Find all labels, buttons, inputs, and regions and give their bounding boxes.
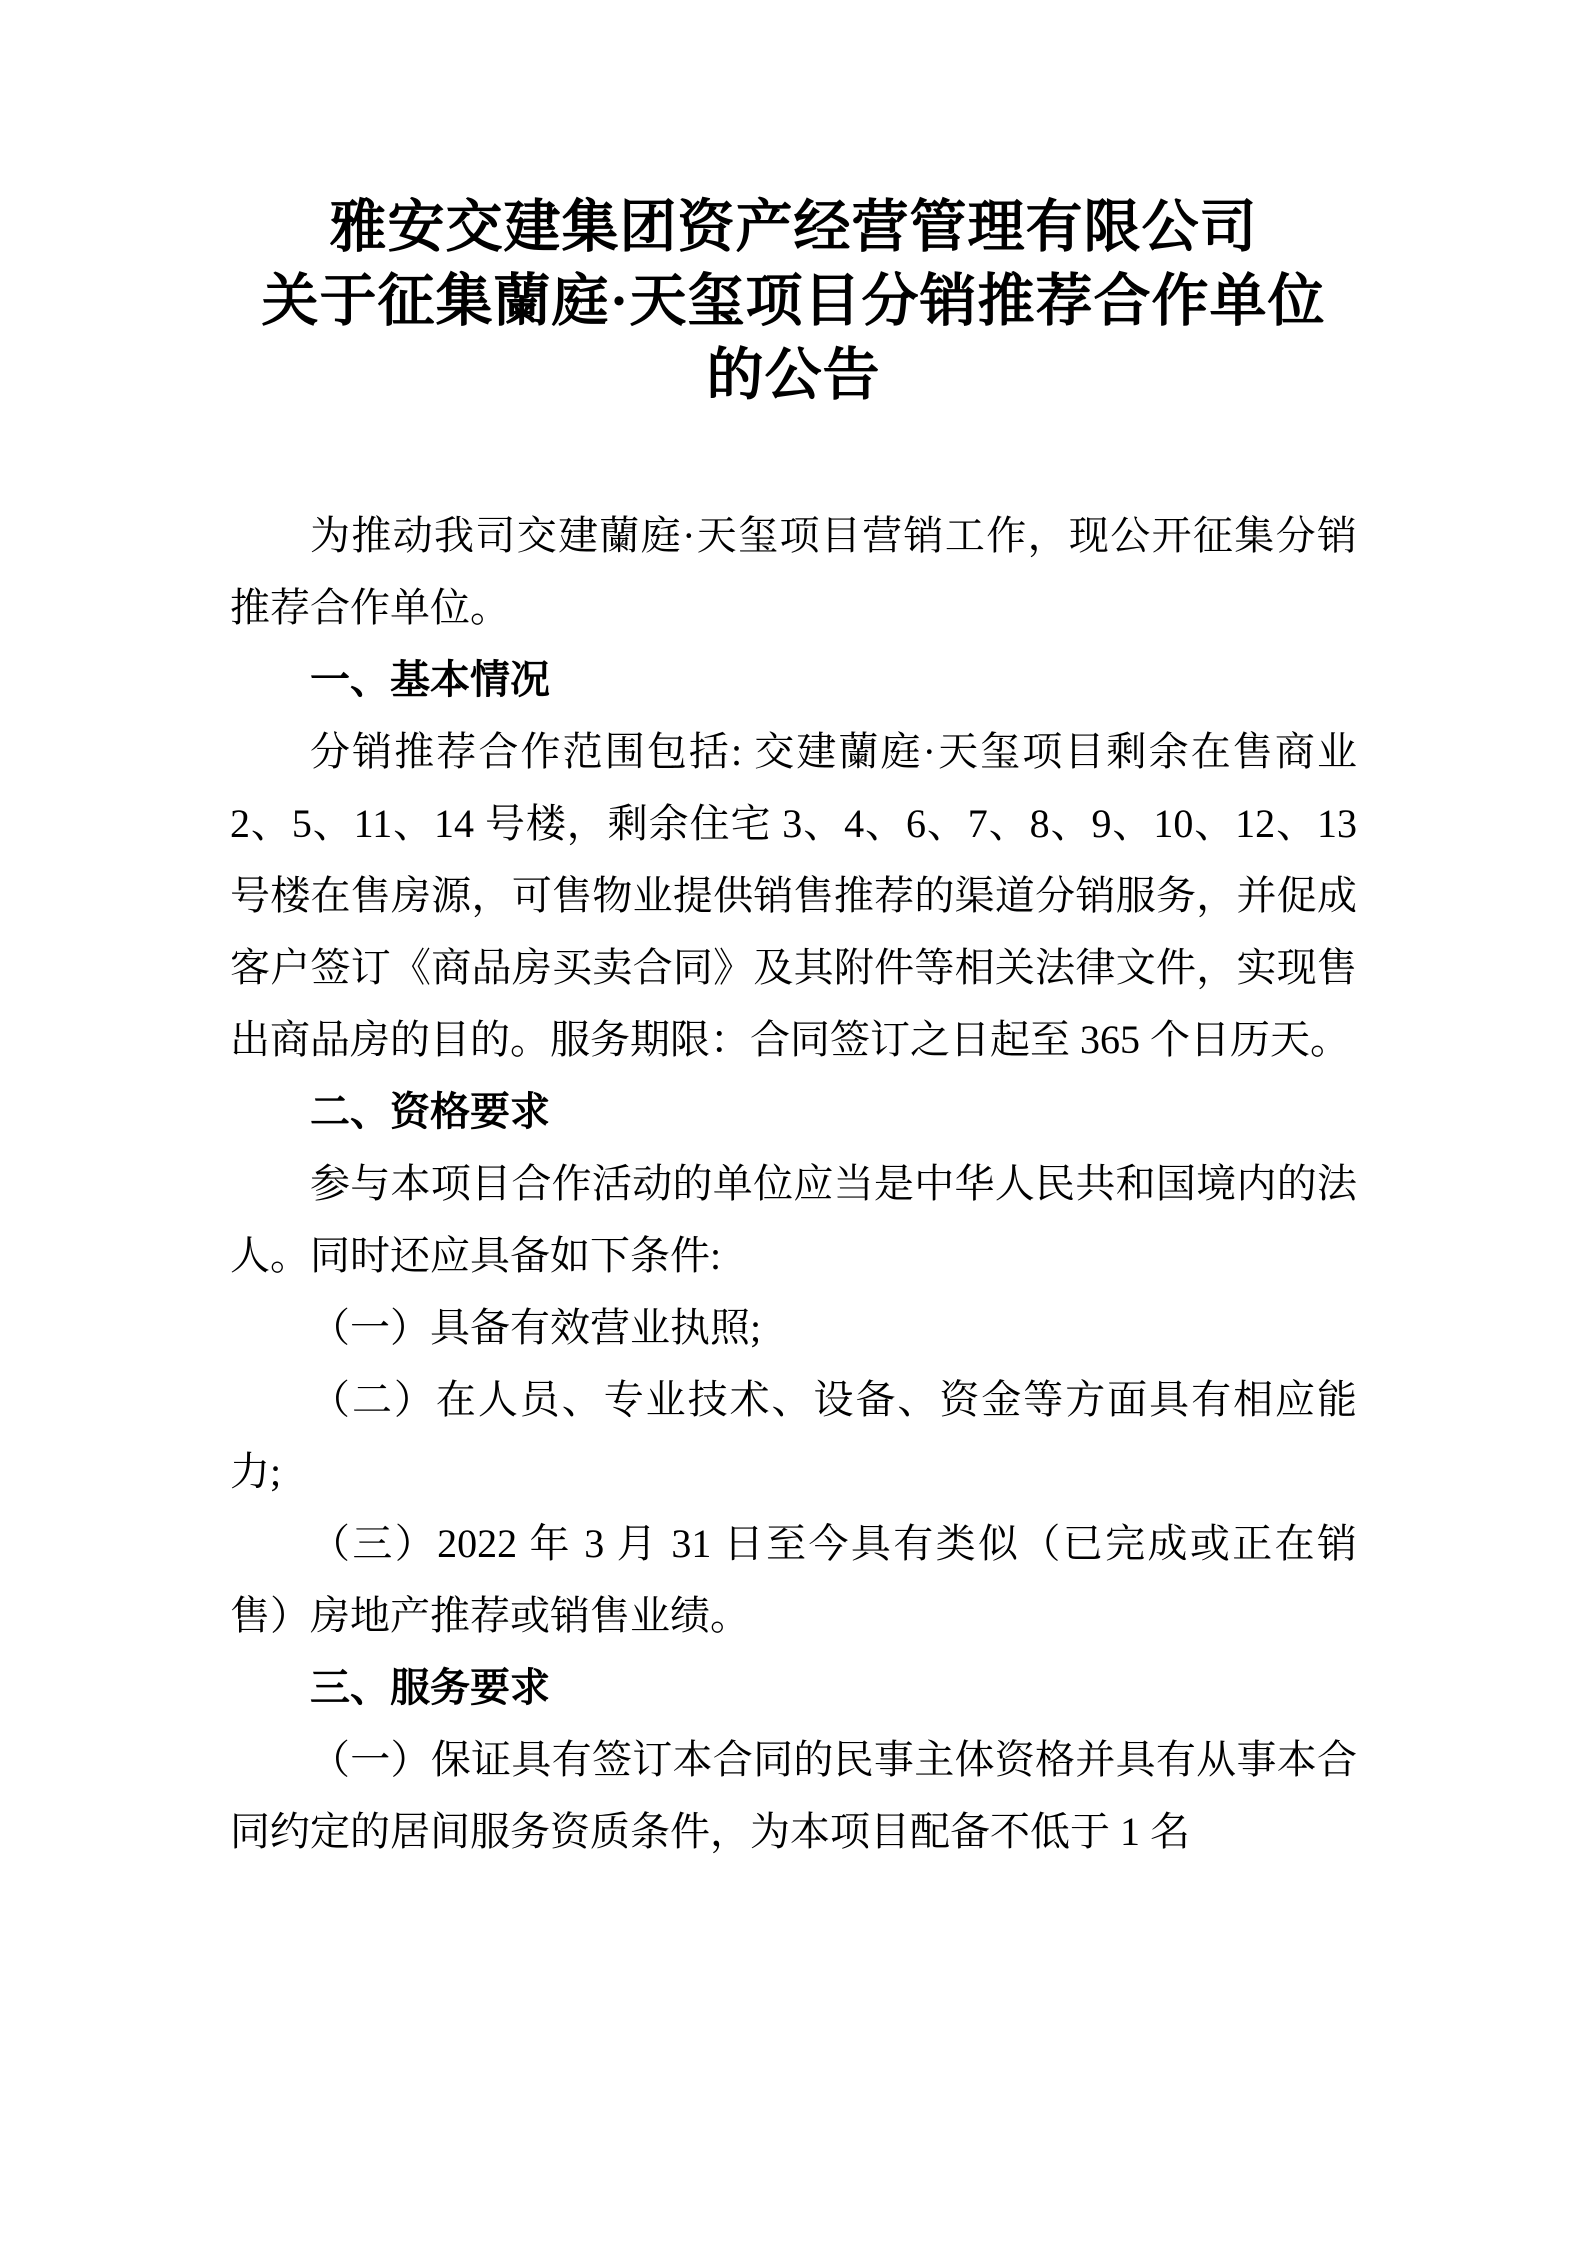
heading-basic-info: 一、基本情况 bbox=[310, 658, 550, 702]
title-line-3: 的公告 bbox=[706, 344, 881, 407]
document-title bbox=[230, 191, 1357, 413]
paragraph-condition-2: （二）在人员、专业技术、设备、资金等方面具有相应能力; bbox=[230, 1377, 1357, 1494]
paragraph-service-1: （一）保证具有签订本合同的民事主体资格并具有从事本合同约定的居间服务资质条件，为本项目配备不低于 1 名 bbox=[230, 1737, 1357, 1854]
heading-qualification-requirements: 二、资格要求 bbox=[310, 1090, 550, 1134]
title-line-2: 关于征集蘭庭·天玺项目分销推荐合作单位 bbox=[261, 270, 1326, 333]
paragraph-condition-3: （三）2022 年 3 月 31 日至今具有类似（已完成或正在销售）房地产推荐或销售业绩。 bbox=[230, 1521, 1357, 1638]
document-body bbox=[230, 500, 1357, 1868]
paragraph-qualification-intro: 参与本项目合作活动的单位应当是中华人民共和国境内的法人。同时还应具备如下条件: bbox=[230, 1161, 1357, 1278]
title-line-1: 雅安交建集团资产经营管理有限公司 bbox=[329, 196, 1258, 259]
heading-service-requirements: 三、服务要求 bbox=[310, 1666, 550, 1710]
paragraph-condition-1: （一）具备有效营业执照; bbox=[310, 1305, 762, 1350]
paragraph-cooperation-scope: 分销推荐合作范围包括: 交建蘭庭·天玺项目剩余在售商业 2、5、11、14 号楼，剩余住宅 3、4、6、7、8、9、10、12、13 号楼在售房源，可售物业提供销售推荐的渠道分销服务，并促成客户签订《商品房买卖合同》及其附件等相关法律文件，实现售出商品房的目的。服务期限：合同签订之日起至 365 个日历天。 bbox=[230, 729, 1357, 1062]
intro-paragraph: 为推动我司交建蘭庭·天玺项目营销工作，现公开征集分销推荐合作单位。 bbox=[230, 513, 1357, 630]
